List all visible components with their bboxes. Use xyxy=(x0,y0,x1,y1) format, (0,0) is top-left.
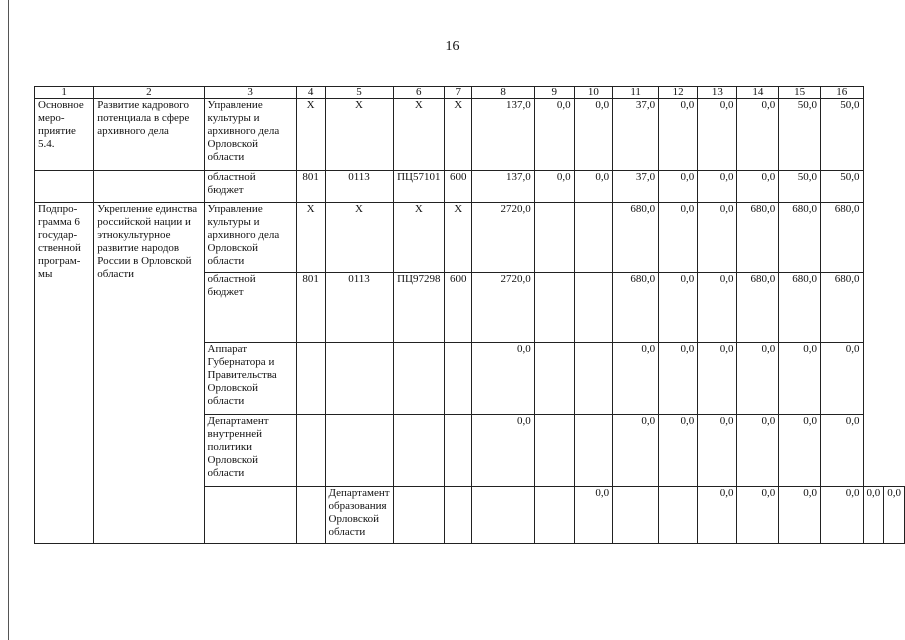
amount-cell xyxy=(574,415,612,487)
executor-cell: Аппарат Губернатора и Правительства Орловской области xyxy=(204,343,296,415)
budget-table xyxy=(34,86,905,544)
code-cell: X xyxy=(296,203,325,273)
amount-cell xyxy=(534,415,574,487)
col-header: 1 xyxy=(35,87,94,99)
code-cell: 0113 xyxy=(325,273,393,343)
code-cell xyxy=(296,343,325,415)
amount-cell: 0,0 xyxy=(659,415,698,487)
amount-cell: 0,0 xyxy=(472,343,534,415)
amount-cell: 680,0 xyxy=(613,203,659,273)
amount-cell: 0,0 xyxy=(574,171,612,203)
code-cell: 0113 xyxy=(325,171,393,203)
amount-cell: 0,0 xyxy=(574,487,612,544)
amount-cell: 680,0 xyxy=(779,273,821,343)
page-edge-line xyxy=(8,0,9,640)
code-cell: 600 xyxy=(445,273,472,343)
empty-cell xyxy=(35,171,94,203)
subprogram-description-cell: Укрепление единства российской нации и этнокультурное развитие народов России в Орловской области xyxy=(94,203,204,544)
amount-cell: 0,0 xyxy=(737,415,779,487)
header-row xyxy=(35,87,905,99)
amount-cell: 0,0 xyxy=(534,99,574,171)
amount-cell xyxy=(574,343,612,415)
amount-cell: 0,0 xyxy=(779,415,821,487)
code-cell: X xyxy=(393,203,445,273)
col-header: 5 xyxy=(325,87,393,99)
code-cell: X xyxy=(325,99,393,171)
amount-cell: 37,0 xyxy=(613,171,659,203)
executor-cell: Управление культуры и архивного дела Орловской области xyxy=(204,99,296,171)
amount-cell: 680,0 xyxy=(820,203,863,273)
amount-cell: 0,0 xyxy=(659,273,698,343)
page-number: 16 xyxy=(445,39,460,54)
executor-cell: Управление культуры и архивного дела Орловской области xyxy=(204,203,296,273)
subprogram-name-cell: Подпро-грамма 6 государ-ственной програм-мы xyxy=(35,203,94,544)
empty-cell xyxy=(204,487,296,544)
amount-cell xyxy=(534,203,574,273)
col-header: 3 xyxy=(204,87,296,99)
amount-cell: 0,0 xyxy=(613,343,659,415)
funding-source-cell: областной бюджет xyxy=(204,171,296,203)
table-row xyxy=(35,171,905,203)
amount-cell: 0,0 xyxy=(698,203,737,273)
code-cell: X xyxy=(393,99,445,171)
amount-cell: 50,0 xyxy=(779,171,821,203)
code-cell: X xyxy=(445,99,472,171)
code-cell xyxy=(393,487,445,544)
code-cell: X xyxy=(296,99,325,171)
amount-cell: 137,0 xyxy=(472,171,534,203)
amount-cell xyxy=(574,203,612,273)
amount-cell: 0,0 xyxy=(737,99,779,171)
funding-source-cell: областной бюджет xyxy=(204,273,296,343)
amount-cell: 0,0 xyxy=(863,487,884,544)
code-cell: X xyxy=(325,203,393,273)
amount-cell xyxy=(659,487,698,544)
amount-cell: 50,0 xyxy=(820,171,863,203)
amount-cell xyxy=(534,273,574,343)
col-header: 6 xyxy=(393,87,445,99)
table-row xyxy=(35,99,905,171)
code-cell xyxy=(472,487,534,544)
amount-cell: 0,0 xyxy=(820,343,863,415)
amount-cell: 0,0 xyxy=(659,99,698,171)
col-header: 7 xyxy=(445,87,472,99)
code-cell: 600 xyxy=(445,171,472,203)
col-header: 8 xyxy=(472,87,534,99)
event-name-cell: Основное меро-приятие 5.4. xyxy=(35,99,94,171)
amount-cell: 680,0 xyxy=(820,273,863,343)
amount-cell: 680,0 xyxy=(737,273,779,343)
amount-cell xyxy=(534,343,574,415)
amount-cell: 2720,0 xyxy=(472,273,534,343)
amount-cell: 680,0 xyxy=(613,273,659,343)
code-cell xyxy=(534,487,574,544)
code-cell xyxy=(325,415,393,487)
amount-cell: 0,0 xyxy=(659,171,698,203)
amount-cell: 0,0 xyxy=(698,171,737,203)
amount-cell: 0,0 xyxy=(779,487,821,544)
amount-cell: 0,0 xyxy=(737,343,779,415)
code-cell xyxy=(296,415,325,487)
col-header: 2 xyxy=(94,87,204,99)
code-cell xyxy=(445,415,472,487)
amount-cell: 0,0 xyxy=(698,487,737,544)
code-cell xyxy=(445,487,472,544)
amount-cell: 0,0 xyxy=(820,415,863,487)
amount-cell: 0,0 xyxy=(884,487,905,544)
amount-cell: 0,0 xyxy=(472,415,534,487)
code-cell xyxy=(393,343,445,415)
amount-cell: 0,0 xyxy=(613,415,659,487)
code-cell: ПЦ97298 xyxy=(393,273,445,343)
event-description-cell: Развитие кадрового потенциала в сфере архивного дела xyxy=(94,99,204,171)
amount-cell: 0,0 xyxy=(698,273,737,343)
col-header: 9 xyxy=(534,87,574,99)
code-cell xyxy=(325,343,393,415)
amount-cell: 50,0 xyxy=(779,99,821,171)
amount-cell: 0,0 xyxy=(659,343,698,415)
amount-cell xyxy=(574,273,612,343)
code-cell: ПЦ57101 xyxy=(393,171,445,203)
amount-cell: 680,0 xyxy=(737,203,779,273)
code-cell: 801 xyxy=(296,171,325,203)
amount-cell: 37,0 xyxy=(613,99,659,171)
amount-cell: 137,0 xyxy=(472,99,534,171)
amount-cell xyxy=(613,487,659,544)
code-cell: 801 xyxy=(296,273,325,343)
code-cell xyxy=(393,415,445,487)
col-header: 12 xyxy=(659,87,698,99)
amount-cell: 0,0 xyxy=(737,171,779,203)
amount-cell: 0,0 xyxy=(698,415,737,487)
empty-cell xyxy=(94,171,204,203)
table-row xyxy=(35,203,905,273)
col-header: 13 xyxy=(698,87,737,99)
code-cell xyxy=(445,343,472,415)
col-header: 15 xyxy=(779,87,821,99)
amount-cell: 0,0 xyxy=(779,343,821,415)
executor-cell: Департамент внутренней политики Орловской области xyxy=(204,415,296,487)
amount-cell: 0,0 xyxy=(574,99,612,171)
col-header: 11 xyxy=(613,87,659,99)
empty-cell xyxy=(296,487,325,544)
col-header: 10 xyxy=(574,87,612,99)
amount-cell: 0,0 xyxy=(698,343,737,415)
amount-cell: 50,0 xyxy=(820,99,863,171)
executor-cell: Департамент образования Орловской области xyxy=(325,487,393,544)
col-header: 4 xyxy=(296,87,325,99)
amount-cell: 0,0 xyxy=(737,487,779,544)
code-cell: X xyxy=(445,203,472,273)
amount-cell: 680,0 xyxy=(779,203,821,273)
col-header: 14 xyxy=(737,87,779,99)
amount-cell: 0,0 xyxy=(534,171,574,203)
amount-cell: 0,0 xyxy=(820,487,863,544)
amount-cell: 2720,0 xyxy=(472,203,534,273)
col-header: 16 xyxy=(820,87,863,99)
amount-cell: 0,0 xyxy=(698,99,737,171)
amount-cell: 0,0 xyxy=(659,203,698,273)
